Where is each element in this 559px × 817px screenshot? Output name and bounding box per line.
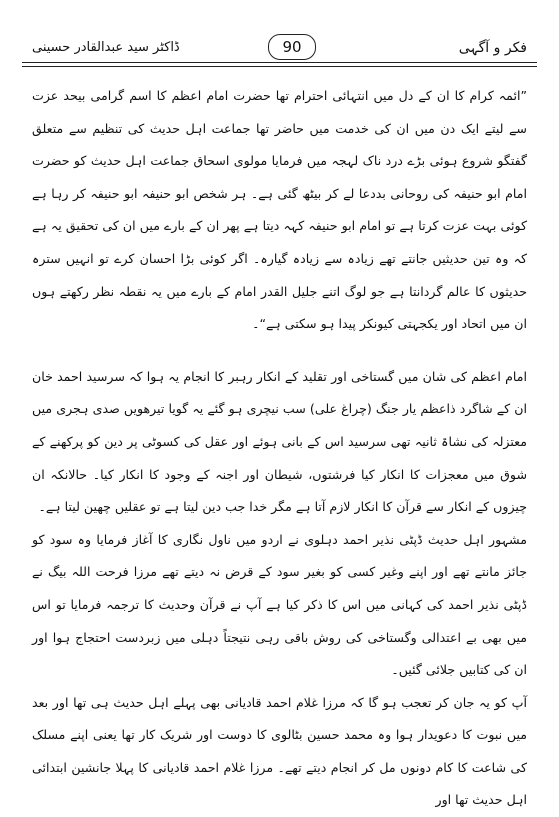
- header-rule-double: [22, 66, 537, 67]
- page-number: 90: [268, 34, 316, 60]
- body-paragraph: امام اعظم کی شان میں گستاخی اور تقلید کے انکار رہبر کا انجام یہ ہوا کہ سرسید احمد خان ان کے شاگرد ذاعظم یار جنگ (چراغ علی) سب نیچری ہو گئے یہ گویا تیرھویں صدی ہجری میں معتزلہ کی نشاۃ ثانیہ تھی سرسید اس کے بانی ہوئے اور عقل کی کسوٹی پر دین کو پرکھنے کے شوق میں معجزات کا انکار کیا فرشتوں، شیطان اور اجنہ کے وجود کا انکار کیا۔ حالانکہ ان چیزوں کے انکار سے قرآن کا انکار لازم آتا ہے مگر خدا جب دین لیتا ہے تو عقلیں چھین لیتا ہے۔: [32, 368, 527, 515]
- header-rule: [22, 62, 537, 63]
- body-paragraph: مشہور اہل حدیث ڈپٹی نذیر احمد دہلوی نے اردو میں ناول نگاری کا آغاز فرمایا وہ سود کو جائز مانتے تھے اور اپنے وغیر کسی کو بغیر سود کے قرض نہ دیتے تھے مرزا فرحت اللہ بیگ نے ڈپٹی نذیر احمد کی کہانی میں اس کا ذکر کیا ہے آپ نے قرآن وحدیث کا ترجمہ فرمایا تو اس میں بھی بے اعتدالی وگستاخی کی روش باقی رہی نتیجتاً دہلی میں زبردست احتجاج ہوا اور ان کی کتابیں جلائی گئیں۔: [32, 531, 528, 678]
- book-title: فکر و آگہی: [458, 40, 527, 56]
- body-paragraph: آپ کو یہ جان کر تعجب ہو گا کہ مرزا غلام احمد قادیانی بھی پہلے اہل حدیث ہی تھا اور بعد میں نبوت کا دعویدار ہوا وہ محمد حسین بٹالوی کا دوست اور شریک کار تھا یعنی اپنے مسلک کی شاعت کا کام دونوں مل کر انجام دیتے تھے۔ مرزا غلام احمد قادیانی کا پہلا جانشین ابتدائی اہل حدیث تھا اور: [32, 694, 527, 808]
- page-body: [32, 80, 527, 817]
- page-header: [22, 34, 537, 68]
- quote-paragraph: ”ائمہ کرام کا ان کے دل میں انتہائی احترام تھا حضرت امام اعظم کا اسم گرامی بیحد عزت سے لیتے ایک دن میں ان کی خدمت میں حاضر تھا جماعت اہل حدیث کی تنظیم سے متعلق گفتگو شروع ہوئی بڑے درد ناک لہجہ میں فرمایا مولوی اسحاق جماعت اہل حدیث کو حضرت امام ابو حنیفہ کی روحانی بددعا لے کر بیٹھ گئی ہے۔ ہر شخص ابو حنیفہ ابو حنیفہ کر رہا ہے کوئی بہت عزت کرتا ہے تو امام ابو حنیفہ کہہ دیتا ہے پھر ان کے بارے میں ان کی تحقیق یہ ہے کہ وہ تین حدیثیں جانتے تھے زیادہ سے زیادہ گیارہ۔ اگر کوئی بڑا احسان کرے تو انہیں سترہ حدیثوں کا عالم گردانتا ہے جو لوگ اتنے جلیل القدر امام کے بارے میں یہ نقطہ نظر رکھتے ہوں ان میں اتحاد اور یکجہتی کیونکر پیدا ہو سکتی ہے“۔: [32, 88, 527, 332]
- author-name: ڈاکٹر سید عبدالقادر حسینی: [32, 40, 180, 55]
